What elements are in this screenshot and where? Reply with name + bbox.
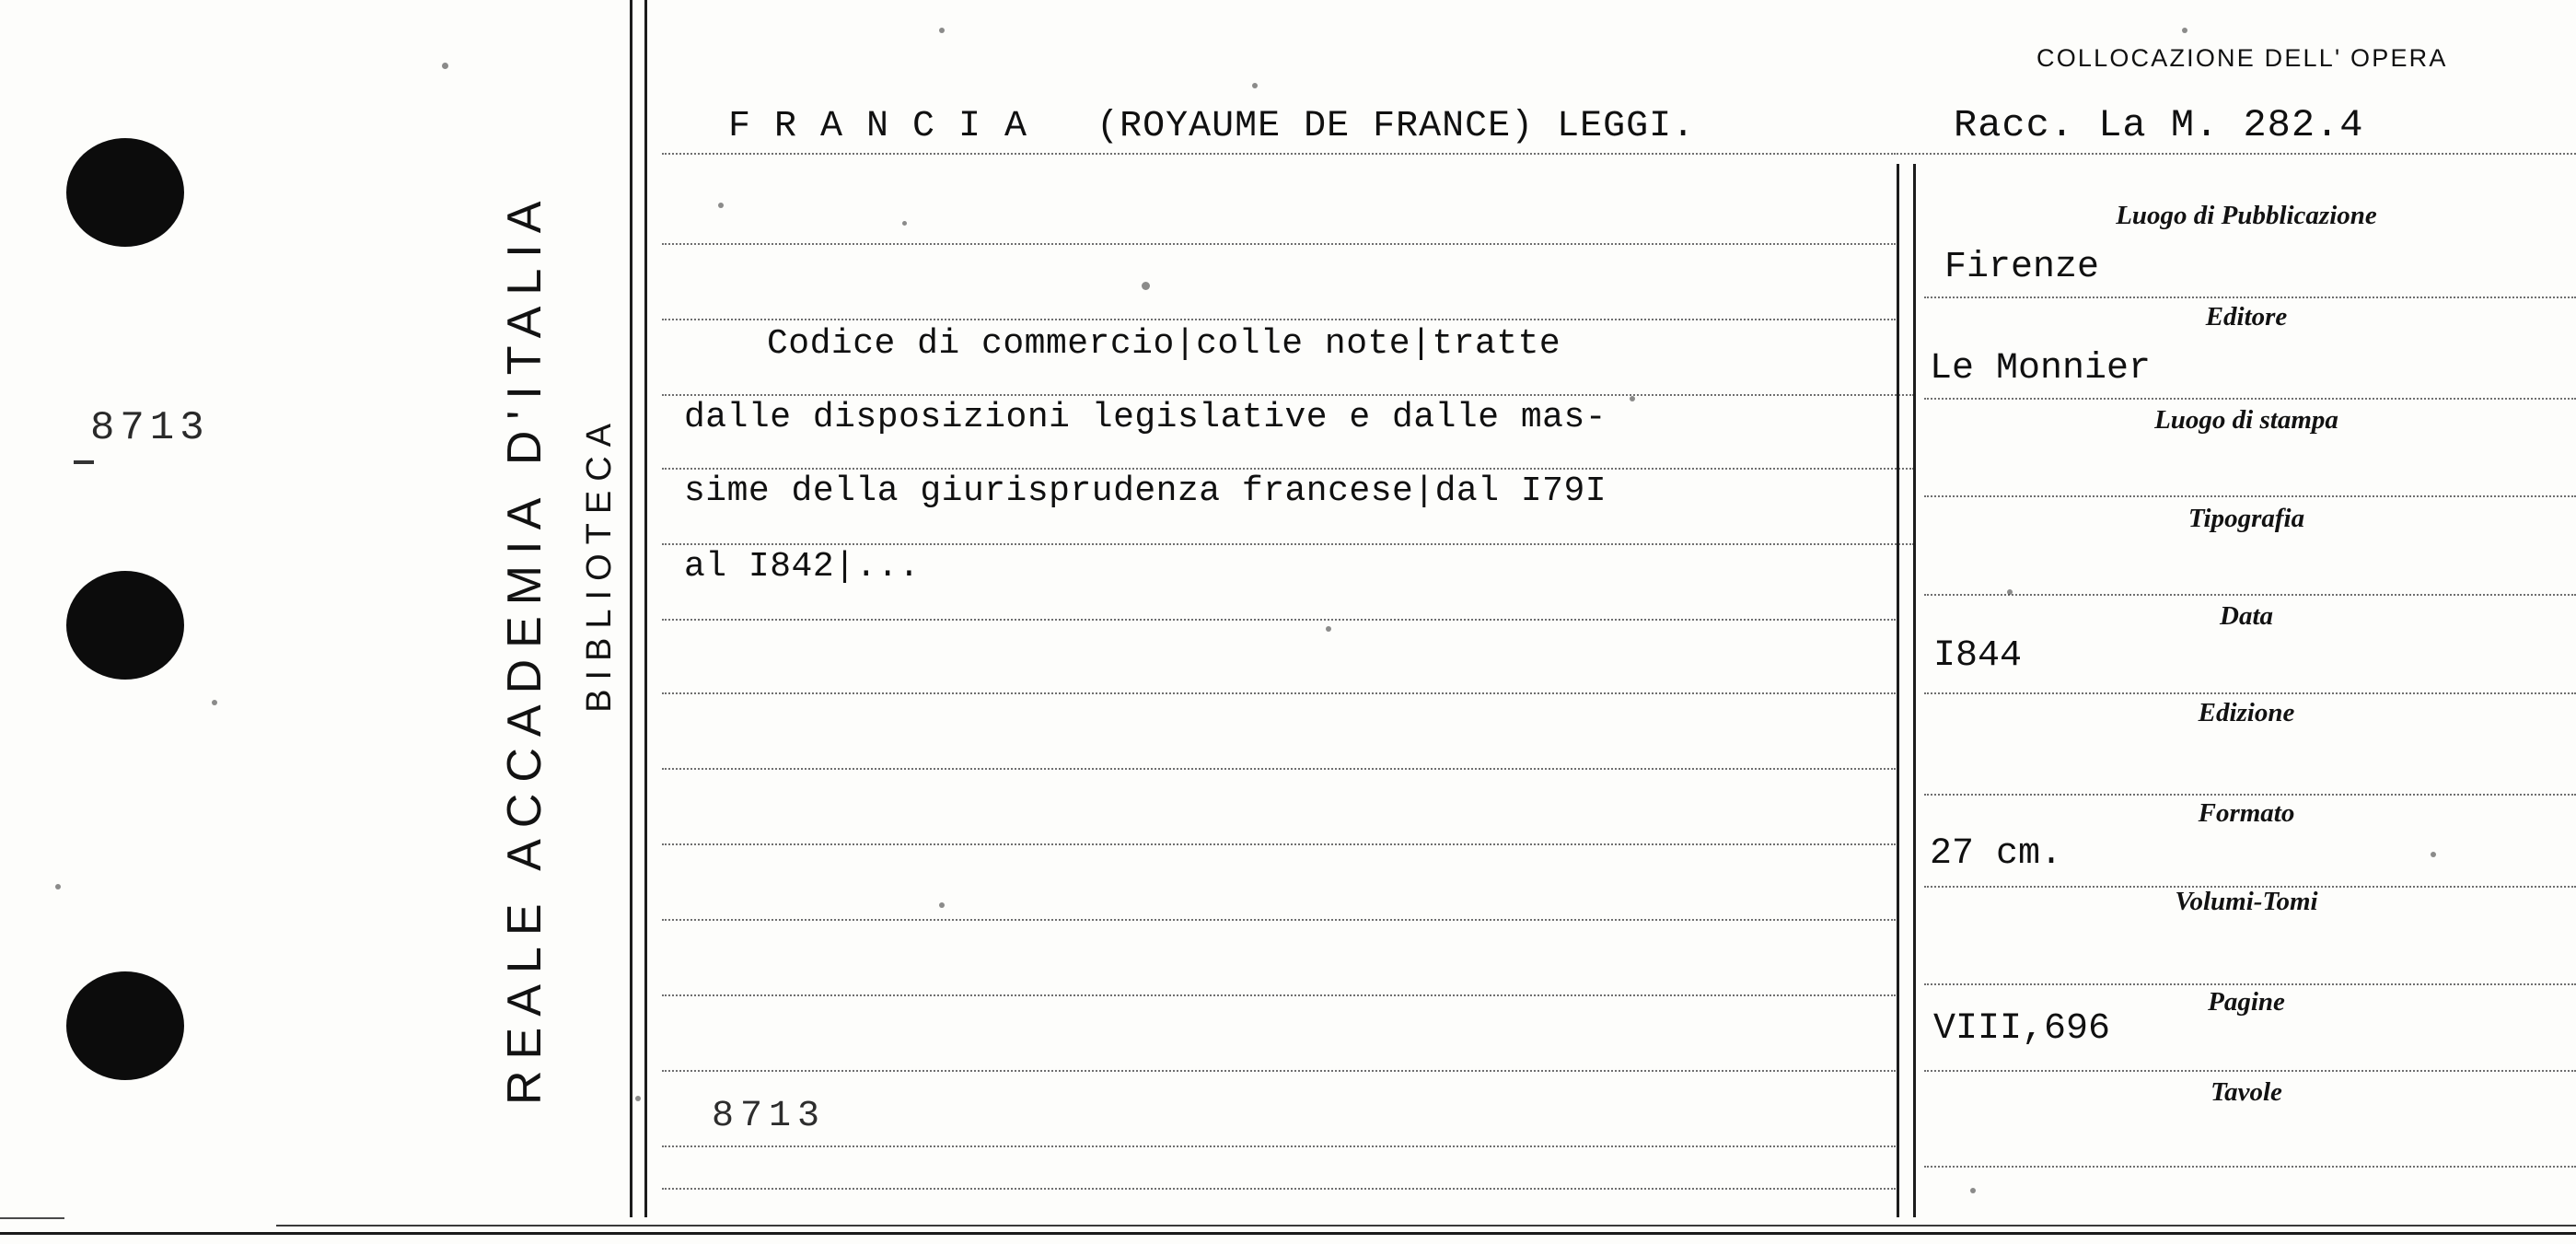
- card-edge-tick: [0, 1217, 64, 1219]
- ruled-line: [1924, 983, 2576, 985]
- ruled-line: [662, 768, 1896, 770]
- ruled-line: [662, 1188, 1896, 1190]
- card-edge-inner: [276, 1225, 2576, 1227]
- speck: [635, 1096, 641, 1101]
- speck: [55, 884, 61, 889]
- speck: [212, 700, 217, 705]
- record-body-line: al I842|...: [684, 547, 921, 587]
- speck: [939, 902, 945, 908]
- field-label-edizione: Edizione: [2198, 698, 2295, 727]
- field-value-editore: Le Monnier: [1930, 348, 2152, 389]
- ruled-line: [662, 843, 1896, 845]
- ruled-line: [1924, 794, 2576, 796]
- speck: [442, 63, 448, 69]
- field-label-pagine: Pagine: [2208, 987, 2285, 1017]
- field-label-editore: Editore: [2205, 302, 2288, 331]
- punch-hole-icon: [66, 138, 184, 247]
- field-label-volumi-tomi: Volumi-Tomi: [2175, 887, 2318, 916]
- ruled-line: [662, 994, 1896, 996]
- ruled-line: [1924, 1070, 2576, 1072]
- ruled-line: [662, 1145, 1896, 1147]
- speck: [718, 203, 724, 208]
- field-value-formato: 27 cm.: [1930, 833, 2063, 875]
- punch-hole-icon: [66, 571, 184, 680]
- ruled-line: [662, 619, 1896, 621]
- speck: [1326, 626, 1331, 632]
- shelfmark-value: Racc. La M. 282.4: [1954, 103, 2364, 147]
- record-body-line: Codice di commercio|colle note|tratte: [767, 324, 1561, 364]
- ruled-line: [1924, 398, 2576, 400]
- library-name: REALE ACCADEMIA D'ITALIA: [498, 190, 551, 1105]
- record-body-line: dalle disposizioni legislative e dalle mas-: [684, 398, 1607, 437]
- field-value-data: I844: [1933, 635, 2023, 677]
- ruled-line: [662, 394, 1914, 396]
- ruled-line: [1897, 153, 2576, 155]
- field-value-luogo-pubblicazione: Firenze: [1944, 247, 2100, 288]
- speck: [902, 221, 907, 226]
- speck: [1970, 1188, 1976, 1193]
- ruled-line: [662, 1070, 1896, 1072]
- bibliographic-fields-column-inner-rule: [1913, 164, 1916, 1217]
- field-label-tavole: Tavole: [2210, 1077, 2282, 1107]
- field-label-luogo-pubblicazione: Luogo di Pubblicazione: [2116, 201, 2377, 230]
- field-label-tipografia: Tipografia: [2187, 504, 2305, 533]
- speck: [2182, 28, 2187, 33]
- record-body-line: sime della giurisprudenza francese|dal I79I: [684, 471, 1607, 511]
- ruled-line: [662, 543, 1914, 545]
- speck: [1630, 396, 1635, 401]
- field-label-formato: Formato: [2198, 798, 2295, 828]
- ruled-line: [1924, 495, 2576, 497]
- vertical-rule: [630, 0, 632, 1217]
- ruled-line: [662, 319, 1896, 320]
- catalog-number-left: 8713: [90, 405, 210, 451]
- ruled-line: [662, 692, 1896, 694]
- speck: [1252, 83, 1258, 88]
- speck: [1142, 282, 1150, 290]
- field-label-luogo-stampa: Luogo di stampa: [2154, 405, 2338, 435]
- record-heading: F R A N C I A (ROYAUME DE FRANCE) LEGGI.: [728, 106, 1696, 147]
- ruled-line: [1924, 296, 2576, 298]
- speck: [939, 28, 945, 33]
- speck: [2007, 589, 2013, 595]
- card-edge-bottom: [0, 1232, 2576, 1235]
- ruled-line: [1924, 1166, 2576, 1168]
- ruled-line: [1924, 594, 2576, 596]
- ruled-line: [662, 468, 1914, 470]
- library-sub-name: BIBLIOTECA: [580, 414, 619, 713]
- punch-hole-icon: [66, 971, 184, 1080]
- ruled-line: [662, 919, 1896, 921]
- shelfmark-header: COLLOCAZIONE DELL' OPERA: [2036, 44, 2448, 72]
- ruled-line: [662, 153, 1896, 155]
- dash-mark: [74, 460, 94, 464]
- catalog-number-bottom: 8713: [712, 1096, 827, 1137]
- ruled-line: [662, 243, 1896, 245]
- field-value-pagine: VIII,696: [1933, 1008, 2111, 1050]
- speck: [2431, 852, 2436, 857]
- field-label-data: Data: [2220, 601, 2273, 631]
- ruled-line: [1924, 692, 2576, 694]
